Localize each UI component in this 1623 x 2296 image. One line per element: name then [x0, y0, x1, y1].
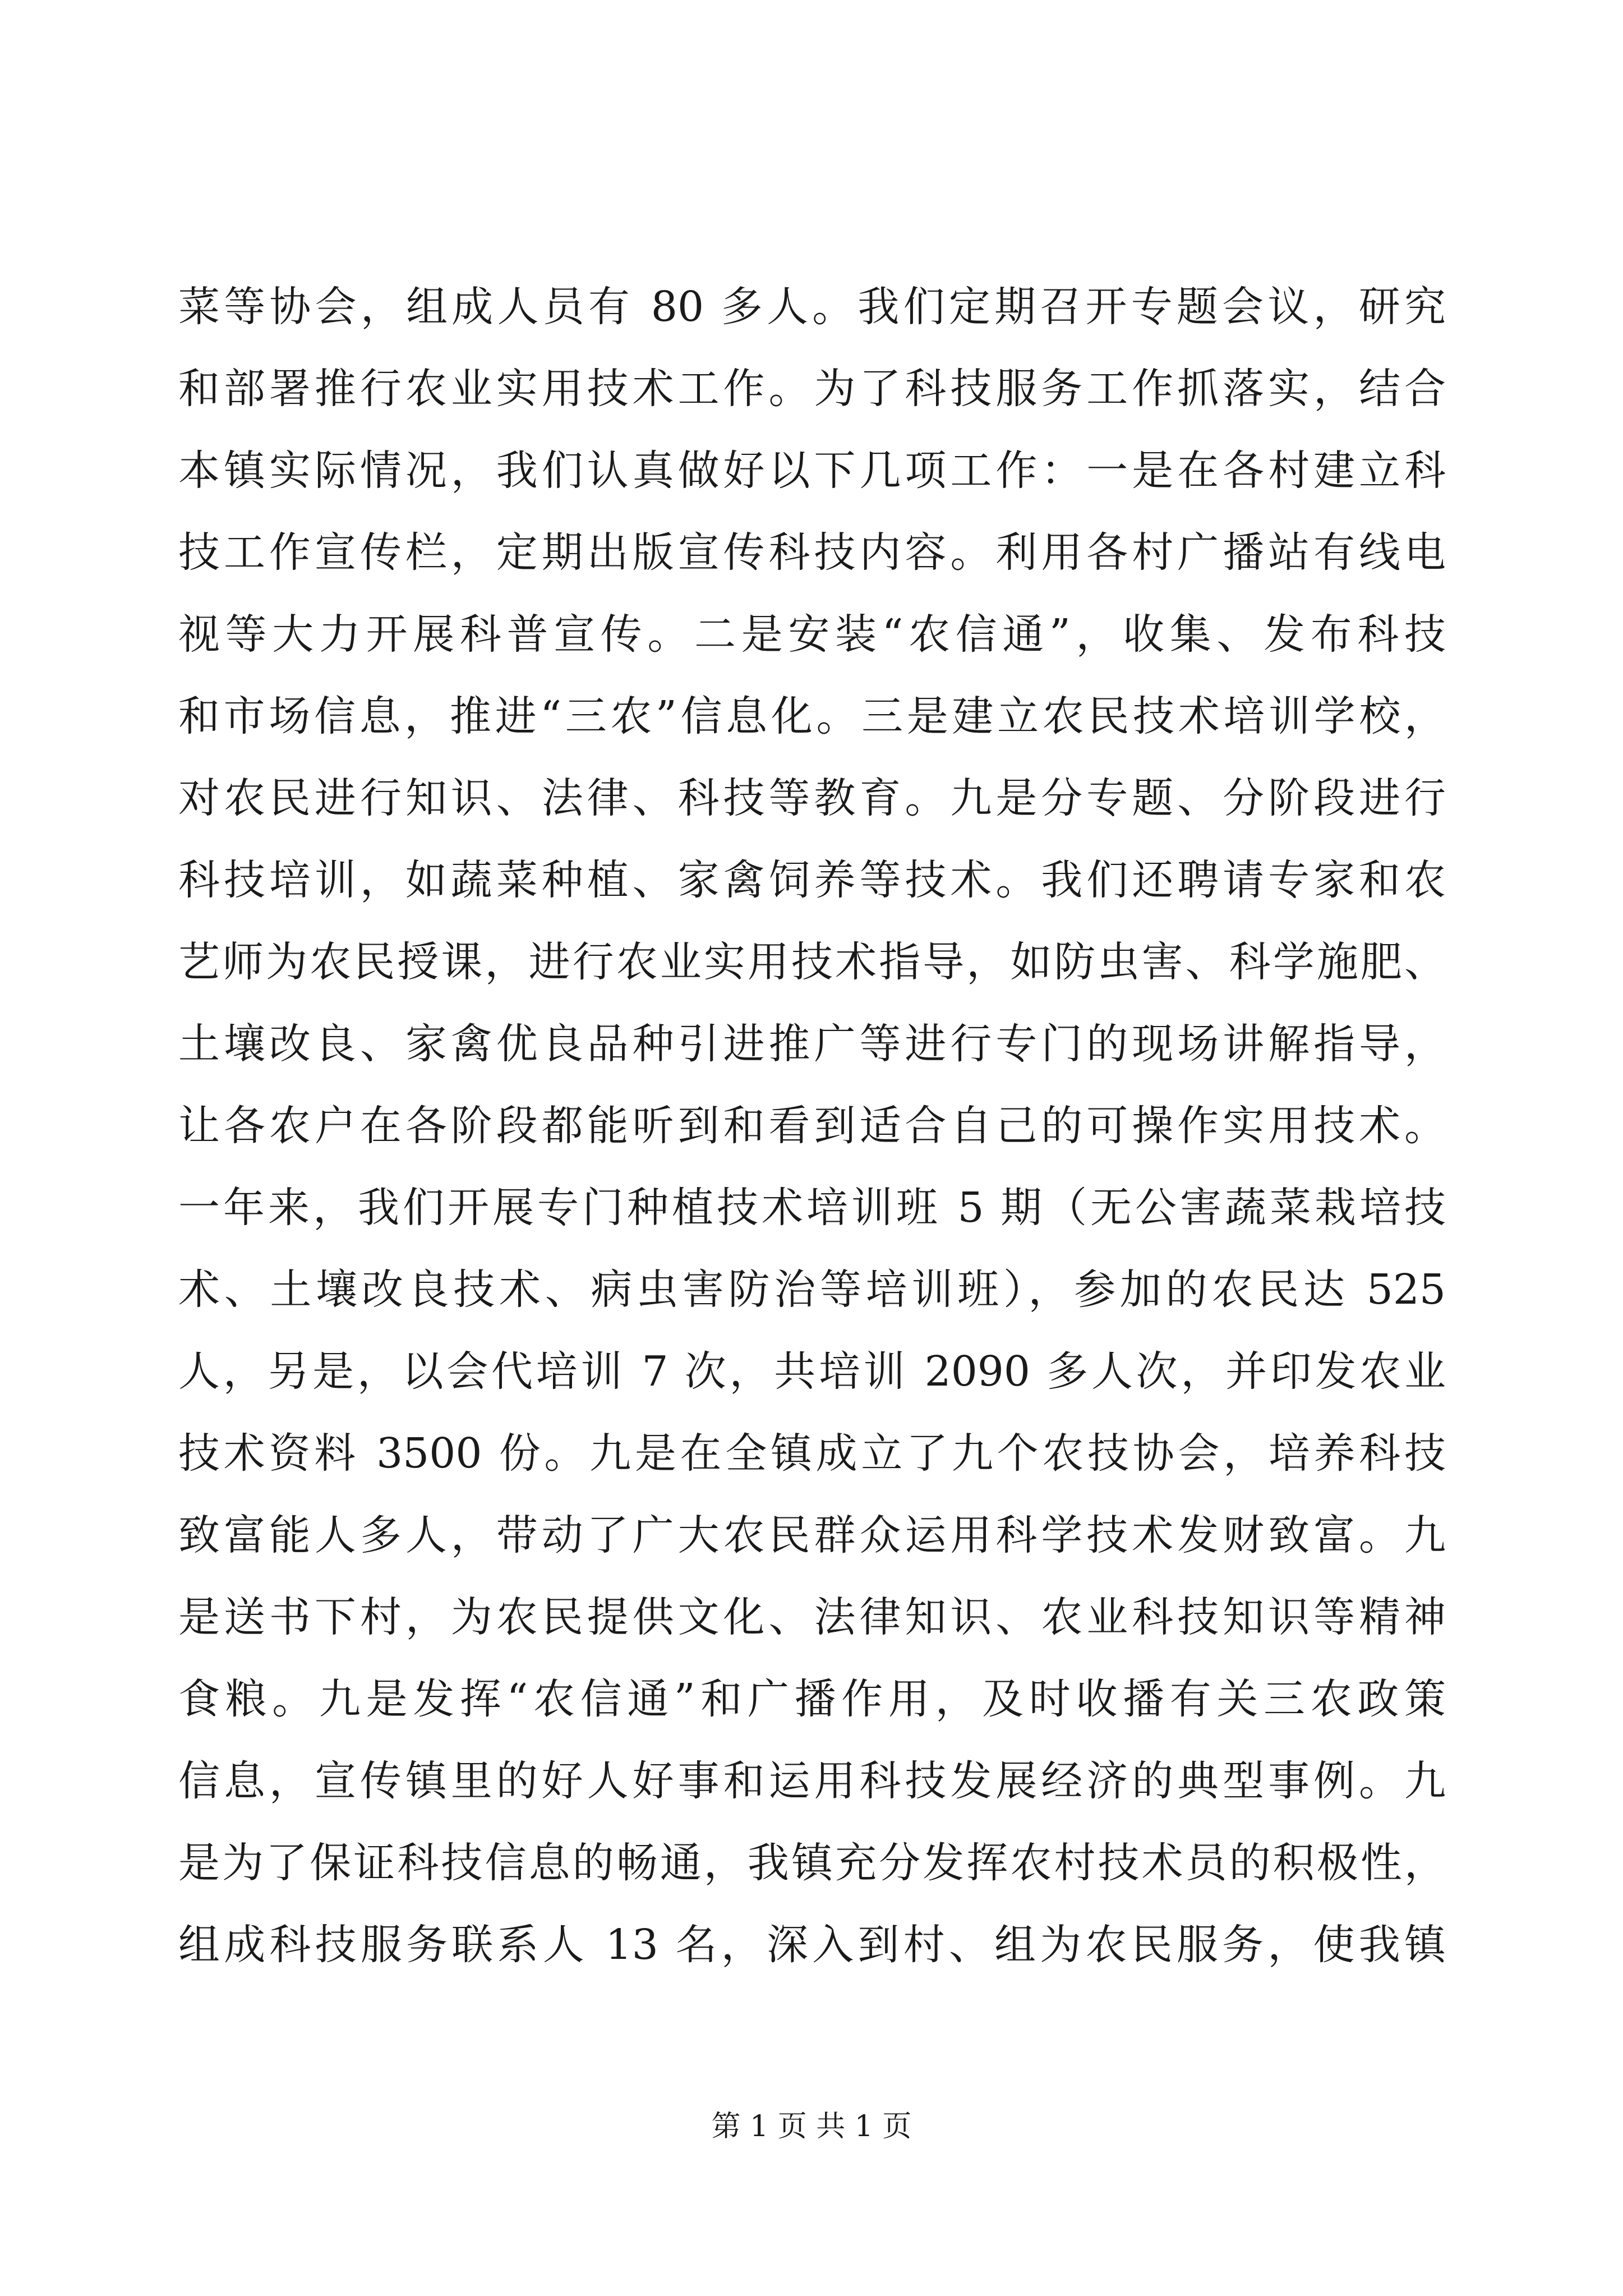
text-line: 菜等协会，组成人员有 80 多人。我们定期召开专题会议，研究: [178, 283, 1446, 331]
text-line: 一年来，我们开展专门种植技术培训班 5 期（无公害蔬菜栽培技: [178, 1184, 1446, 1232]
text-line: 组成科技服务联系人 13 名，深入到村、组为农民服务，使我镇: [178, 1921, 1446, 1969]
text-line: 土壤改良、家禽优良品种引进推广等进行专门的现场讲解指导，: [178, 1020, 1446, 1068]
text-line: 致富能人多人，带动了广大农民群众运用科学技术发财致富。九: [178, 1511, 1446, 1559]
text-line: 人，另是，以会代培训 7 次，共培训 2090 多人次，并印发农业: [178, 1347, 1446, 1396]
text-line: 信息，宣传镇里的好人好事和运用科技发展经济的典型事例。九: [178, 1757, 1446, 1805]
text-line: 是送书下村，为农民提供文化、法律知识、农业科技知识等精神: [178, 1593, 1446, 1641]
text-line: 艺师为农民授课，进行农业实用技术指导，如防虫害、科学施肥、: [178, 938, 1446, 986]
text-line: 对农民进行知识、法律、科技等教育。九是分专题、分阶段进行: [178, 774, 1446, 822]
text-line: 技工作宣传栏，定期出版宣传科技内容。利用各村广播站有线电: [178, 528, 1446, 577]
page-footer: 第 1 页 共 1 页: [711, 2110, 912, 2143]
text-line: 科技培训，如蔬菜种植、家禽饲养等技术。我们还聘请专家和农: [178, 856, 1446, 904]
text-line: 和市场信息，推进“三农”信息化。三是建立农民技术培训学校，: [178, 692, 1446, 740]
text-line: 食粮。九是发挥“农信通”和广播作用，及时收播有关三农政策: [178, 1675, 1446, 1723]
text-line: 技术资料 3500 份。九是在全镇成立了九个农技协会，培养科技: [178, 1429, 1446, 1478]
text-line: 本镇实际情况，我们认真做好以下几项工作：一是在各村建立科: [178, 447, 1446, 495]
text-line: 和部署推行农业实用技术工作。为了科技服务工作抓落实，结合: [178, 365, 1446, 413]
text-line: 视等大力开展科普宣传。二是安装“农信通”，收集、发布科技: [178, 610, 1446, 659]
text-line: 术、土壤改良技术、病虫害防治等培训班），参加的农民达 525: [178, 1266, 1446, 1314]
body-text: [178, 266, 1446, 1986]
text-line: 是为了保证科技信息的畅通，我镇充分发挥农村技术员的积极性，: [178, 1839, 1446, 1887]
text-line: 让各农户在各阶段都能听到和看到适合自己的可操作实用技术。: [178, 1102, 1446, 1150]
